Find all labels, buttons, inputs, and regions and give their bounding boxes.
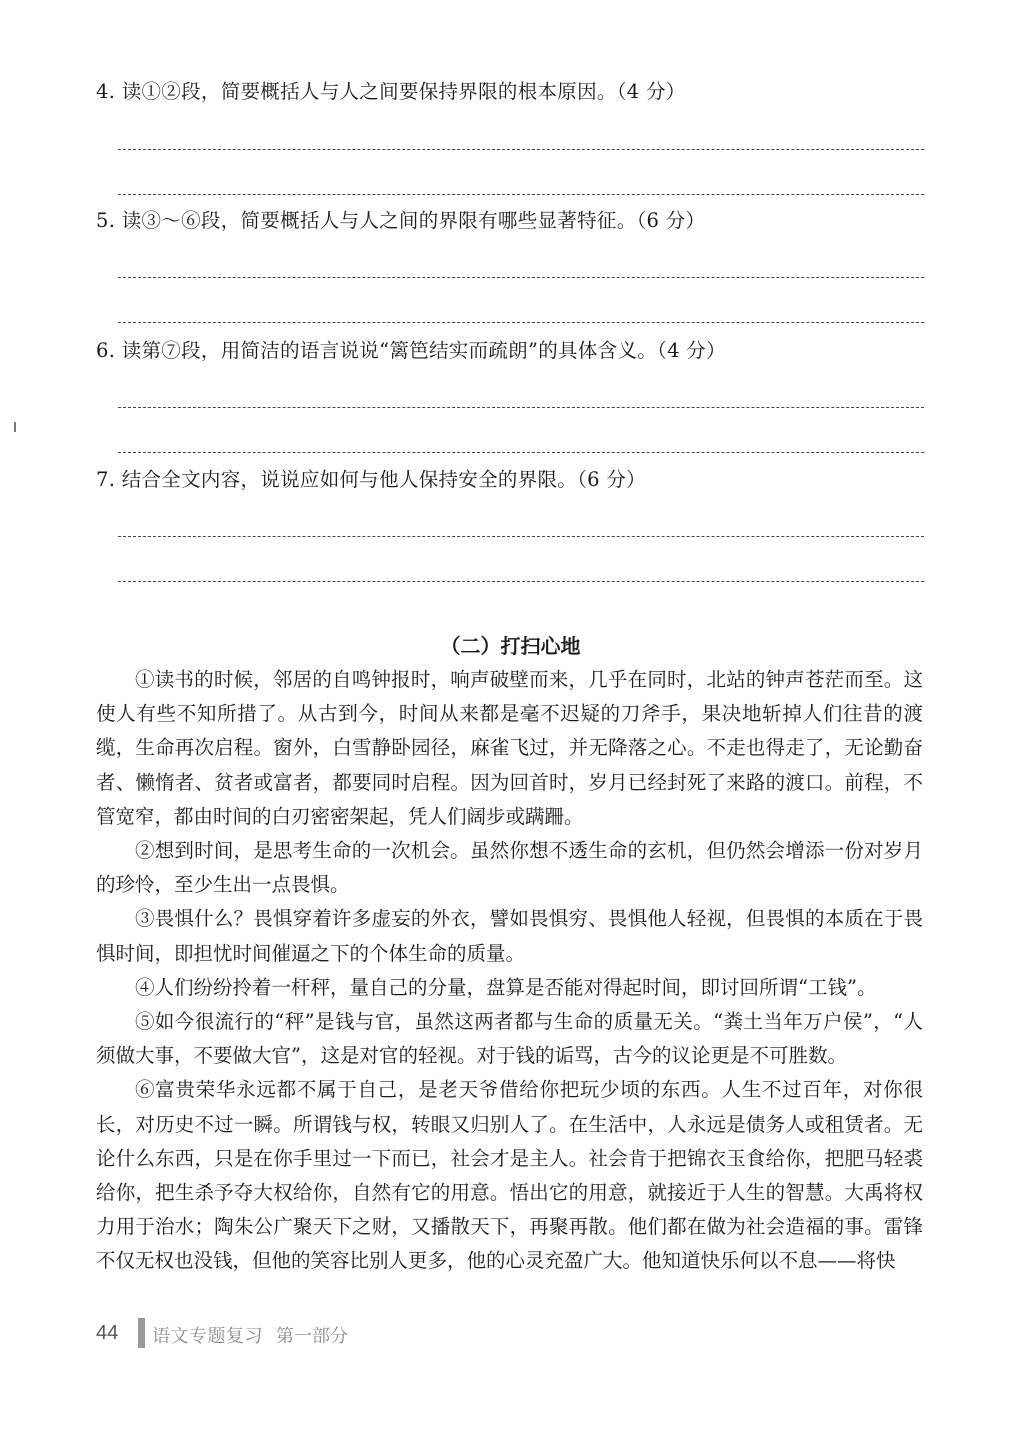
answer-line[interactable] (118, 407, 924, 408)
part-label: 第一部分 (276, 1326, 348, 1347)
answer-line[interactable] (118, 452, 924, 453)
paragraph-2: ②想到时间，是思考生命的一次机会。虽然你想不透生命的玄机，但仍然会增添一份对岁月的珍怜，至少生出一点畏惧。 (96, 839, 923, 897)
page-number: 44 (96, 1322, 119, 1344)
paragraph-5: ⑤如今很流行的“秤”是钱与官，虽然这两者都与生命的质量无关。“粪土当年万户侯”，“人须做大事，不要做大官”，这是对官的轻视。对于钱的诟骂，古今的议论更是不可胜数。 (96, 1010, 923, 1068)
question-6: 6. 读第⑦段，用简洁的语言说说“篱笆结实而疏朗”的具体含义。（4 分） (96, 339, 726, 362)
answer-line[interactable] (118, 194, 924, 195)
answer-line[interactable] (118, 581, 924, 582)
margin-mark (14, 422, 16, 432)
question-4: 4. 读①②段，简要概括人与人之间要保持界限的根本原因。（4 分） (96, 80, 686, 103)
section-title: （二）打扫心地 (440, 634, 581, 658)
answer-line[interactable] (118, 322, 924, 323)
question-7: 7. 结合全文内容，说说应如何与他人保持安全的界限。（6 分） (96, 468, 646, 491)
book-title: 语文专题复习 (152, 1326, 263, 1347)
answer-line[interactable] (118, 536, 924, 537)
paragraph-3: ③畏惧什么？畏惧穿着许多虚妄的外衣，譬如畏惧穷、畏惧他人轻视，但畏惧的本质在于畏惧时间，即担忧时间催逼之下的个体生命的质量。 (96, 907, 923, 965)
passage (96, 663, 923, 1279)
paragraph-4: ④人们纷纷拎着一杆秤，量自己的分量，盘算是否能对得起时间，即讨回所谓“工钱”。 (135, 975, 877, 999)
answer-line[interactable] (118, 149, 924, 150)
question-5: 5. 读③～⑥段，简要概括人与人之间的界限有哪些显著特征。（6 分） (96, 209, 706, 232)
paragraph-1: ①读书的时候，邻居的自鸣钟报时，响声破壁而来，几乎在同时，北站的钟声苍茫而至。这使人有些不知所措了。从古到今，时间从来都是毫不迟疑的刀斧手，果决地斩掉人们往昔的渡缆，生命再次启程。窗外，白雪静卧园径，麻雀飞过，并无降落之心。不走也得走了，无论勤奋者、懒惰者、贫者或富者，都要同时启程。因为回首时，岁月已经封死了来路的渡口。前程，不管宽窄，都由时间的白刃密密架起，凭人们阔步或蹒跚。 (96, 668, 923, 828)
paragraph-6: ⑥富贵荣华永远都不属于自己，是老天爷借给你把玩少顷的东西。人生不过百年，对你很长，对历史不过一瞬。所谓钱与权，转眼又归别人了。在生活中，人永远是债务人或租赁者。无论什么东西，只是在你手里过一下而已，社会才是主人。社会肯于把锦衣玉食给你，把肥马轻裘给你，把生杀予夺大权给你，自然有它的用意。悟出它的用意，就接近于人生的智慧。大禹将权力用于治水；陶朱公广聚天下之财，又播散天下，再聚再散。他们都在做为社会造福的事。雷锋不仅无权也没钱，但他的笑容比别人更多，他的心灵充盈广大。他知道快乐何以不息——将快 (96, 1078, 923, 1273)
answer-line[interactable] (118, 277, 924, 278)
footer-divider (138, 1318, 145, 1348)
